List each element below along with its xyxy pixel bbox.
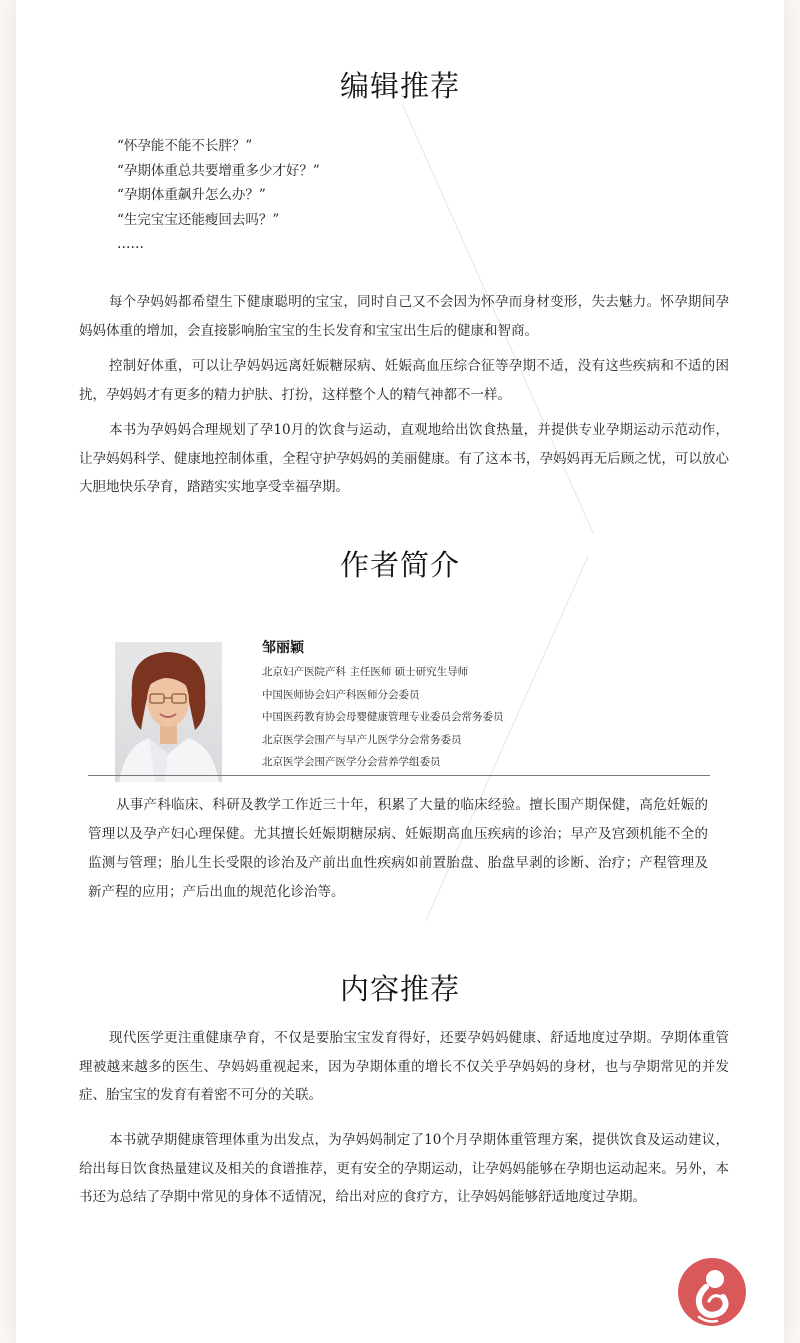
editor-paragraph: 控制好体重，可以让孕妈妈远离妊娠糖尿病、妊娠高血压综合征等孕期不适，没有这些疾病和不适的困扰，孕妈妈才有更多的精力护肤、打扮，这样整个人的精气神都不一样。: [79, 358, 729, 403]
credential-item: 北京医学会围产与早产儿医学分会常务委员: [262, 733, 462, 746]
credential-item: 北京妇产医院产科 主任医师 硕士研究生导师: [262, 666, 469, 678]
fetus-icon: [677, 1257, 747, 1327]
author-bio: 从事产科临床、科研及教学工作近三十年，积累了大量的临床经验。擅长围产期保健，高危妊娠的管理以及孕产妇心理保健。尤其擅长妊娠期糖尿病、妊娠期高血压疾病的诊治；早产及宫颈机能不全的监测与管理；胎儿生长受限的诊治及产前出血性疾病如前置胎盘、胎盘早剥的诊断、治疗；产程管理及新产程的应用；产后出血的规范化诊治等。: [88, 797, 708, 900]
credential-item: 中国医药教育协会母婴健康管理专业委员会常务委员: [262, 711, 504, 723]
content-paragraph: 本书就孕期健康管理体重为出发点，为孕妈妈制定了10个月孕期体重管理方案，提供饮食及运动建议，给出每日饮食热量建议及相关的食谱推荐，更有安全的孕期运动，让孕妈妈能够在孕期也运动起来。另外，本书还为总结了孕期中常见的身体不适情况，给出对应的食疗方，让孕妈妈能够舒适地度过孕期。: [79, 1132, 729, 1205]
section-divider: [88, 775, 710, 776]
credential-item: 北京医学会围产医学分会营养学组委员: [262, 756, 441, 768]
quote-item: “怀孕能不能不长胖？”: [117, 138, 253, 154]
content-paragraph: 现代医学更注重健康孕育，不仅是要胎宝宝发育得好，还要孕妈妈健康、舒适地度过孕期。孕期体重管理被越来越多的医生、孕妈妈重视起来，因为孕期体重的增长不仅关乎孕妈妈的身材，也与孕期常见的并发症、胎宝宝的发育有着密不可分的关联。: [79, 1030, 729, 1103]
quote-item: “孕期体重总共要增重多少才好？”: [117, 162, 320, 179]
author-portrait-icon: [115, 642, 222, 782]
quote-item: ……: [117, 236, 144, 252]
fetus-logo: [677, 1257, 747, 1327]
author-name: 邹丽颖: [262, 640, 304, 656]
editor-paragraph: 本书为孕妈妈合理规划了孕10月的饮食与运动，直观地给出饮食热量，并提供专业孕期运动示范动作，让孕妈妈科学、健康地控制体重，全程守护孕妈妈的美丽健康。有了这本书，孕妈妈再无后顾之忧，可以放心大胆地快乐孕育，踏踏实实地享受幸福孕期。: [79, 422, 729, 495]
quote-item: “生完宝宝还能瘦回去吗？”: [117, 211, 280, 228]
quote-list: [117, 134, 320, 257]
quote-item: “孕期体重飙升怎么办？”: [117, 187, 266, 203]
author-credentials: [262, 661, 504, 774]
author-photo: [115, 642, 222, 782]
editor-paragraph: 每个孕妈妈都希望生下健康聪明的宝宝，同时自己又不会因为怀孕而身材变形，失去魅力。怀孕期间孕妈妈体重的增加，会直接影响胎宝宝的生长发育和宝宝出生后的健康和智商。: [79, 294, 729, 339]
editor-recommendation-title: 编辑推荐: [339, 69, 460, 103]
author-intro-title: 作者简介: [339, 548, 460, 582]
content-recommendation-title: 内容推荐: [339, 972, 460, 1006]
credential-item: 中国医师协会妇产科医师分会委员: [262, 688, 420, 701]
